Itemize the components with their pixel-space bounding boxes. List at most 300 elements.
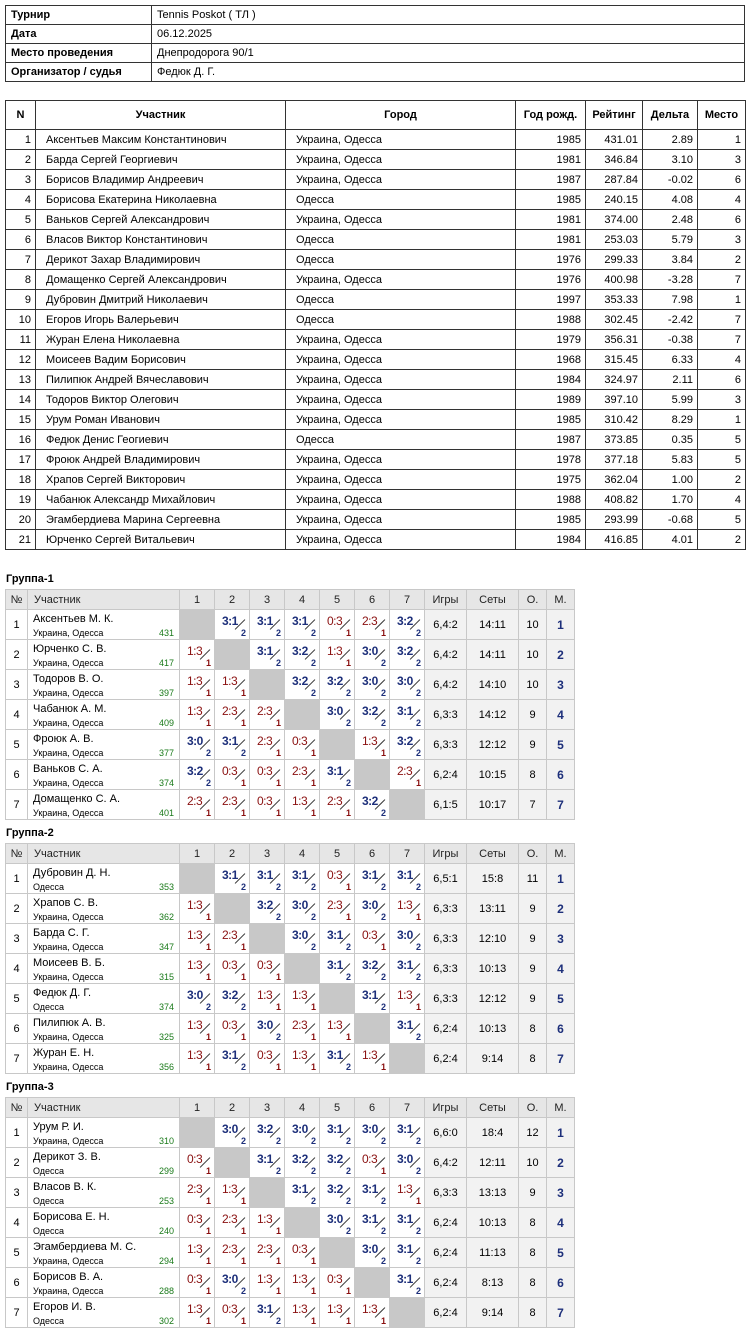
match-points: 1 <box>275 972 281 982</box>
match-points: 2 <box>240 628 246 638</box>
match-score: 3:0 <box>397 674 413 688</box>
player-rating: 374 <box>158 778 174 788</box>
participant-cell: 1984 <box>516 370 586 390</box>
match-points: 1 <box>275 808 281 818</box>
group-points: 9 <box>519 924 547 954</box>
participant-cell: 6 <box>698 370 746 390</box>
participant-cell: 408.82 <box>586 490 643 510</box>
match-result-cell <box>355 1148 390 1178</box>
participants-column-header: Место <box>698 101 746 130</box>
tournament-info-table <box>5 5 745 82</box>
participant-cell: 5 <box>6 210 36 230</box>
player-rating: 253 <box>158 1196 174 1206</box>
group-place: 2 <box>547 640 575 670</box>
group-column-header: 1 <box>180 844 215 864</box>
match-score: 3:1 <box>397 1122 413 1136</box>
match-points: 2 <box>345 972 351 982</box>
match-score: 3:2 <box>362 794 378 808</box>
match-result-cell <box>180 790 215 820</box>
match-points: 2 <box>240 1062 246 1072</box>
match-score: 3:0 <box>362 674 378 688</box>
match-points: 1 <box>205 1256 211 1266</box>
participant-cell: -3.28 <box>643 270 698 290</box>
match-result-cell <box>390 730 425 760</box>
match-points: 1 <box>345 1286 351 1296</box>
self-match-cell <box>285 954 320 984</box>
match-points: 2 <box>415 882 421 892</box>
match-score: 2:3 <box>292 1018 308 1032</box>
match-result-cell <box>180 924 215 954</box>
match-points: 1 <box>240 1316 246 1326</box>
match-result-cell <box>215 1178 250 1208</box>
match-points: 2 <box>310 1136 316 1146</box>
group-row <box>6 700 575 730</box>
participant-cell: 1988 <box>516 310 586 330</box>
match-score: 3:0 <box>397 1152 413 1166</box>
player-rating: 353 <box>158 882 174 892</box>
match-score: 3:2 <box>222 988 238 1002</box>
group-player-cell <box>28 894 180 924</box>
group-row-number: 7 <box>6 1044 28 1074</box>
participant-cell: 1981 <box>516 150 586 170</box>
match-points: 2 <box>345 1062 351 1072</box>
match-result-cell <box>320 1044 355 1074</box>
match-score: 0:3 <box>187 1212 203 1226</box>
match-result-cell <box>390 954 425 984</box>
info-key: Турнир <box>6 6 152 25</box>
group-row <box>6 730 575 760</box>
match-score: 1:3 <box>187 928 203 942</box>
match-points: 2 <box>240 1136 246 1146</box>
match-points: 1 <box>240 808 246 818</box>
player-city: Украина, Одесса <box>33 808 104 818</box>
match-score: 3:0 <box>222 1122 238 1136</box>
match-result-cell <box>320 670 355 700</box>
group-row <box>6 790 575 820</box>
match-score: 3:1 <box>292 868 308 882</box>
group-column-header: Игры <box>425 590 467 610</box>
match-score: 1:3 <box>187 958 203 972</box>
match-score: 1:3 <box>187 644 203 658</box>
group-sets: 15:8 <box>467 864 519 894</box>
match-result-cell <box>390 1118 425 1148</box>
participant-cell: Дубровин Дмитрий Николаевич <box>36 290 286 310</box>
match-score: 3:2 <box>292 1152 308 1166</box>
player-city: Украина, Одесса <box>33 1256 104 1266</box>
participant-cell: 11 <box>6 330 36 350</box>
participant-row <box>6 530 746 550</box>
match-score: 3:0 <box>222 1272 238 1286</box>
group-column-header: 1 <box>180 1098 215 1118</box>
match-result-cell <box>355 894 390 924</box>
participant-cell: Журан Елена Николаевна <box>36 330 286 350</box>
match-result-cell <box>355 1178 390 1208</box>
match-result-cell <box>285 1238 320 1268</box>
match-points: 2 <box>380 658 386 668</box>
participant-cell: 4 <box>698 490 746 510</box>
group-games: 6,3:3 <box>425 730 467 760</box>
match-points: 2 <box>240 1002 246 1012</box>
match-points: 2 <box>415 1256 421 1266</box>
player-city: Одесса <box>33 1226 65 1236</box>
group-column-header: М. <box>547 590 575 610</box>
group-points: 8 <box>519 1298 547 1328</box>
group-points: 10 <box>519 610 547 640</box>
participant-cell: 240.15 <box>586 190 643 210</box>
match-result-cell <box>390 670 425 700</box>
group-column-header: М. <box>547 844 575 864</box>
self-match-cell <box>285 1208 320 1238</box>
match-result-cell <box>285 1178 320 1208</box>
player-name: Власов В. К. <box>33 1181 97 1193</box>
participant-cell: 416.85 <box>586 530 643 550</box>
match-points: 2 <box>345 1196 351 1206</box>
match-points: 2 <box>275 1032 281 1042</box>
group-column-header: 7 <box>390 590 425 610</box>
match-result-cell <box>285 864 320 894</box>
participant-cell: 1976 <box>516 250 586 270</box>
group-column-header: 4 <box>285 1098 320 1118</box>
match-score: 2:3 <box>362 614 378 628</box>
match-score: 3:1 <box>397 1242 413 1256</box>
participant-cell: 14 <box>6 390 36 410</box>
group-place: 2 <box>547 1148 575 1178</box>
participant-cell: 287.84 <box>586 170 643 190</box>
match-result-cell <box>355 1118 390 1148</box>
player-city: Одесса <box>33 1166 65 1176</box>
match-score: 3:0 <box>187 734 203 748</box>
participant-cell: Храпов Сергей Викторович <box>36 470 286 490</box>
match-points: 2 <box>205 1002 211 1012</box>
match-result-cell <box>285 760 320 790</box>
participant-cell: 1976 <box>516 270 586 290</box>
match-score: 0:3 <box>327 614 343 628</box>
group-title: Группа-3 <box>6 1081 54 1093</box>
match-result-cell <box>250 760 285 790</box>
group-games: 6,2:4 <box>425 1268 467 1298</box>
info-row <box>6 25 745 44</box>
match-points: 2 <box>380 1002 386 1012</box>
match-score: 3:2 <box>257 898 273 912</box>
match-score: 3:0 <box>397 928 413 942</box>
match-score: 3:1 <box>257 1152 273 1166</box>
match-points: 2 <box>345 688 351 698</box>
match-points: 2 <box>310 882 316 892</box>
match-score: 3:1 <box>397 704 413 718</box>
player-rating: 325 <box>158 1032 174 1042</box>
group-sets: 9:14 <box>467 1298 519 1328</box>
match-score: 1:3 <box>327 1302 343 1316</box>
participant-cell: Тодоров Виктор Олегович <box>36 390 286 410</box>
match-result-cell <box>250 700 285 730</box>
participant-cell: Ваньков Сергей Александрович <box>36 210 286 230</box>
match-result-cell <box>320 1268 355 1298</box>
match-points: 2 <box>275 1166 281 1176</box>
match-score: 0:3 <box>187 1152 203 1166</box>
match-points: 1 <box>380 1166 386 1176</box>
player-name: Егоров И. В. <box>33 1301 96 1313</box>
participant-cell: 4 <box>698 190 746 210</box>
group-row-number: 1 <box>6 610 28 640</box>
match-points: 2 <box>240 882 246 892</box>
group-games: 6,3:3 <box>425 1178 467 1208</box>
participant-cell: 1978 <box>516 450 586 470</box>
match-score: 3:1 <box>222 1048 238 1062</box>
participant-cell: Украина, Одесса <box>286 330 516 350</box>
match-score: 3:1 <box>257 644 273 658</box>
group-row <box>6 1208 575 1238</box>
participant-cell: Украина, Одесса <box>286 410 516 430</box>
match-result-cell <box>285 1118 320 1148</box>
match-score: 3:0 <box>362 1122 378 1136</box>
participant-cell: 2.89 <box>643 130 698 150</box>
match-points: 1 <box>275 748 281 758</box>
group-place: 5 <box>547 730 575 760</box>
group-player-cell <box>28 1148 180 1178</box>
match-points: 1 <box>205 912 211 922</box>
match-score: 1:3 <box>397 988 413 1002</box>
match-result-cell <box>355 1044 390 1074</box>
match-points: 2 <box>380 808 386 818</box>
group-row-number: 3 <box>6 670 28 700</box>
match-score: 1:3 <box>292 988 308 1002</box>
group-place: 6 <box>547 760 575 790</box>
group-row-number: 2 <box>6 894 28 924</box>
match-points: 2 <box>310 1196 316 1206</box>
group-player-cell <box>28 1208 180 1238</box>
participant-cell: 1984 <box>516 530 586 550</box>
match-points: 1 <box>205 808 211 818</box>
participant-row <box>6 230 746 250</box>
player-name: Эгамбердиева М. С. <box>33 1241 137 1253</box>
match-points: 2 <box>310 1166 316 1176</box>
match-points: 2 <box>380 718 386 728</box>
match-score: 3:2 <box>327 674 343 688</box>
match-result-cell <box>215 984 250 1014</box>
match-points: 2 <box>240 1286 246 1296</box>
participant-cell: Украина, Одесса <box>286 270 516 290</box>
match-score: 0:3 <box>292 1242 308 1256</box>
group-points: 8 <box>519 1044 547 1074</box>
info-value: Tennis Poskot ( ТЛ ) <box>152 6 745 25</box>
participant-cell: Урум Роман Иванович <box>36 410 286 430</box>
group-player-cell <box>28 1044 180 1074</box>
participant-cell: 5 <box>698 510 746 530</box>
group-row-number: 6 <box>6 1014 28 1044</box>
match-points: 2 <box>205 748 211 758</box>
match-points: 1 <box>380 1316 386 1326</box>
match-result-cell <box>320 864 355 894</box>
match-score: 2:3 <box>222 704 238 718</box>
participant-cell: 8 <box>6 270 36 290</box>
participant-cell: Дерикот Захар Владимирович <box>36 250 286 270</box>
match-score: 3:0 <box>187 988 203 1002</box>
participant-cell: Юрченко Сергей Витальевич <box>36 530 286 550</box>
player-name: Урум Р. И. <box>33 1121 84 1133</box>
match-score: 1:3 <box>327 1018 343 1032</box>
match-points: 2 <box>415 942 421 952</box>
group-row <box>6 954 575 984</box>
match-score: 3:1 <box>222 868 238 882</box>
self-match-cell <box>390 790 425 820</box>
match-score: 3:2 <box>362 958 378 972</box>
participant-cell: 1997 <box>516 290 586 310</box>
group-points: 11 <box>519 864 547 894</box>
participant-cell: Украина, Одесса <box>286 490 516 510</box>
match-score: 1:3 <box>292 1302 308 1316</box>
match-result-cell <box>180 1238 215 1268</box>
match-points: 2 <box>310 688 316 698</box>
participant-cell: Украина, Одесса <box>286 350 516 370</box>
match-points: 1 <box>240 778 246 788</box>
participant-cell: 6 <box>698 210 746 230</box>
player-name: Борисов В. А. <box>33 1271 104 1283</box>
match-points: 1 <box>310 748 316 758</box>
match-result-cell <box>320 1014 355 1044</box>
match-points: 1 <box>240 718 246 728</box>
match-result-cell <box>390 1268 425 1298</box>
participant-cell: 1985 <box>516 130 586 150</box>
match-result-cell <box>250 984 285 1014</box>
participant-cell: Одесса <box>286 230 516 250</box>
match-score: 3:2 <box>397 734 413 748</box>
group-player-cell <box>28 790 180 820</box>
match-result-cell <box>250 1148 285 1178</box>
group-column-header: 5 <box>320 590 355 610</box>
participant-cell: 1975 <box>516 470 586 490</box>
group-title: Группа-2 <box>6 827 54 839</box>
match-score: 0:3 <box>187 1272 203 1286</box>
match-points: 2 <box>380 1196 386 1206</box>
participant-cell: 1.70 <box>643 490 698 510</box>
match-points: 2 <box>275 1316 281 1326</box>
match-points: 1 <box>205 1062 211 1072</box>
group-sets: 10:13 <box>467 1014 519 1044</box>
info-value: Днепродорога 90/1 <box>152 44 745 63</box>
match-points: 2 <box>345 718 351 728</box>
group-place: 7 <box>547 1044 575 1074</box>
group-column-header: 5 <box>320 844 355 864</box>
match-result-cell <box>250 954 285 984</box>
group-column-header: 5 <box>320 1098 355 1118</box>
match-score: 1:3 <box>187 704 203 718</box>
match-score: 3:2 <box>187 764 203 778</box>
group-row <box>6 1014 575 1044</box>
player-rating: 240 <box>158 1226 174 1236</box>
match-points: 1 <box>205 688 211 698</box>
group-place: 7 <box>547 1298 575 1328</box>
match-score: 2:3 <box>187 1182 203 1196</box>
match-result-cell <box>285 1148 320 1178</box>
group-column-header: № <box>6 1098 28 1118</box>
player-name: Журан Е. Н. <box>33 1047 95 1059</box>
group-place: 1 <box>547 610 575 640</box>
self-match-cell <box>250 1178 285 1208</box>
group-place: 3 <box>547 670 575 700</box>
match-result-cell <box>180 730 215 760</box>
participant-cell: 2 <box>698 530 746 550</box>
match-points: 1 <box>345 1316 351 1326</box>
group-points: 10 <box>519 1148 547 1178</box>
match-result-cell <box>215 790 250 820</box>
group-points: 9 <box>519 700 547 730</box>
participant-cell: 20 <box>6 510 36 530</box>
match-points: 1 <box>380 748 386 758</box>
player-rating: 377 <box>158 748 174 758</box>
match-result-cell <box>390 1178 425 1208</box>
participant-cell: -0.38 <box>643 330 698 350</box>
group-sets: 18:4 <box>467 1118 519 1148</box>
match-points: 1 <box>345 882 351 892</box>
group-player-cell <box>28 730 180 760</box>
match-result-cell <box>355 1298 390 1328</box>
group-sets: 14:12 <box>467 700 519 730</box>
participant-cell: -2.42 <box>643 310 698 330</box>
match-result-cell <box>180 1014 215 1044</box>
match-result-cell <box>355 700 390 730</box>
participant-cell: 1 <box>698 290 746 310</box>
match-result-cell <box>250 1044 285 1074</box>
match-result-cell <box>180 670 215 700</box>
match-result-cell <box>355 610 390 640</box>
match-score: 1:3 <box>397 898 413 912</box>
match-score: 0:3 <box>327 1272 343 1286</box>
match-points: 2 <box>275 1136 281 1146</box>
group-sets: 9:14 <box>467 1044 519 1074</box>
group-row <box>6 1118 575 1148</box>
match-score: 1:3 <box>222 674 238 688</box>
match-score: 1:3 <box>187 898 203 912</box>
match-points: 2 <box>380 1136 386 1146</box>
participant-cell: 5.79 <box>643 230 698 250</box>
participant-cell: Украина, Одесса <box>286 370 516 390</box>
player-rating: 294 <box>158 1256 174 1266</box>
group-column-header: 7 <box>390 844 425 864</box>
participant-cell: 3 <box>6 170 36 190</box>
match-result-cell <box>355 1208 390 1238</box>
group-place: 5 <box>547 984 575 1014</box>
group-player-cell <box>28 1178 180 1208</box>
group-column-header: Участник <box>28 590 180 610</box>
group-row-number: 4 <box>6 1208 28 1238</box>
match-score: 3:2 <box>257 1122 273 1136</box>
group-row-number: 5 <box>6 730 28 760</box>
group-row-number: 5 <box>6 1238 28 1268</box>
group-player-cell <box>28 924 180 954</box>
participant-cell: 1 <box>6 130 36 150</box>
participant-cell: 315.45 <box>586 350 643 370</box>
match-result-cell <box>390 894 425 924</box>
participant-row <box>6 150 746 170</box>
participants-header-row <box>6 101 746 130</box>
match-points: 1 <box>240 1226 246 1236</box>
participant-row <box>6 210 746 230</box>
participant-cell: 21 <box>6 530 36 550</box>
group-column-header: Сеты <box>467 590 519 610</box>
match-score: 0:3 <box>292 734 308 748</box>
match-points: 2 <box>415 628 421 638</box>
player-city: Украина, Одесса <box>33 628 104 638</box>
participant-cell: 346.84 <box>586 150 643 170</box>
participant-cell: 6 <box>698 170 746 190</box>
player-name: Дубровин Д. Н. <box>33 867 111 879</box>
match-score: 3:2 <box>327 1152 343 1166</box>
match-points: 2 <box>345 1136 351 1146</box>
match-score: 0:3 <box>362 928 378 942</box>
match-score: 2:3 <box>222 928 238 942</box>
match-result-cell <box>215 1014 250 1044</box>
participant-cell: 7 <box>698 330 746 350</box>
